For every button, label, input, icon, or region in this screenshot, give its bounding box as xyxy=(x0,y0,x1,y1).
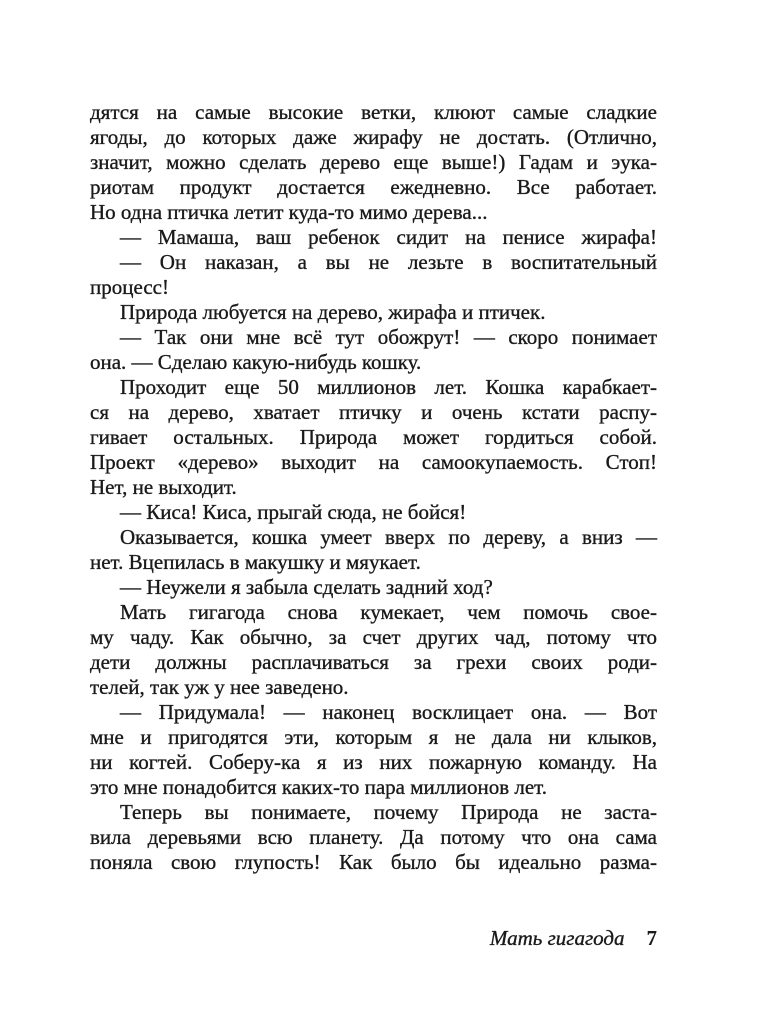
text-line: — Мамаша, ваш ребенок сидит на пенисе жирафа! xyxy=(120,225,657,249)
text-line: риотам продукт достается ежедневно. Все работает. xyxy=(90,175,657,199)
text-line: нет. Вцепилась в макушку и мяукает. xyxy=(90,550,421,574)
text-line: — Так они мне всё тут обожрут! — скоро понимает xyxy=(120,325,657,349)
text-line: — Неужели я забыла сделать задний ход? xyxy=(120,575,493,599)
page-number: 7 xyxy=(646,926,657,950)
text-line: она. — Сделаю какую-нибудь кошку. xyxy=(90,350,422,374)
text-line: Теперь вы понимаете, почему Природа не заста- xyxy=(120,800,657,824)
text-line: — Он наказан, а вы не лезьте в воспитательный xyxy=(120,250,657,274)
text-line: дети должны расплачиваться за грехи своих роди- xyxy=(90,650,657,674)
text-line: — Придумала! — наконец восклицает она. — Вот xyxy=(120,700,657,724)
text-line: Проходит еще 50 миллионов лет. Кошка карабкает- xyxy=(120,375,657,399)
text-line: ни когтей. Соберу-ка я из них пожарную команду. На xyxy=(90,750,657,774)
text-line: вила деревьями всю планету. Да потому что она сама xyxy=(90,825,657,849)
text-line: Но одна птичка летит куда-то мимо дерева... xyxy=(90,200,488,224)
text-line: поняла свою глупость! Как было бы идеально разма- xyxy=(90,850,657,874)
text-line: ся на дерево, хватает птичку и очень кстати распу- xyxy=(90,400,657,424)
running-title: Мать гигагода xyxy=(489,926,625,950)
text-line: процесс! xyxy=(90,275,169,299)
text-line: телей, так уж у нее заведено. xyxy=(90,675,349,699)
text-line: мне и пригодятся эти, которым я не дала ни клыков, xyxy=(90,725,657,749)
text-line: значит, можно сделать дерево еще выше!) Гадам и эука- xyxy=(90,150,657,174)
text-line: ягоды, до которых даже жирафу не достать. (Отлично, xyxy=(90,125,657,149)
text-line: дятся на самые высокие ветки, клюют самые сладкие xyxy=(90,100,657,124)
text-line: Нет, не выходит. xyxy=(90,475,237,499)
page-footer xyxy=(440,926,657,951)
text-line: Природа любуется на дерево, жирафа и птичек. xyxy=(120,300,546,324)
text-line: Проект «дерево» выходит на самоокупаемость. Стоп! xyxy=(90,450,657,474)
text-line: му чаду. Как обычно, за счет других чад, потому что xyxy=(90,625,657,649)
text-line: гивает остальных. Природа может гордиться собой. xyxy=(90,425,657,449)
text-line: это мне понадобится каких-то пара миллионов лет. xyxy=(90,775,548,799)
text-line: Мать гигагода снова кумекает, чем помочь свое- xyxy=(120,600,657,624)
text-line: Оказывается, кошка умеет вверх по дереву, а вниз — xyxy=(120,525,657,549)
body-text xyxy=(90,100,657,875)
text-line: — Киса! Киса, прыгай сюда, не бойся! xyxy=(120,500,467,524)
